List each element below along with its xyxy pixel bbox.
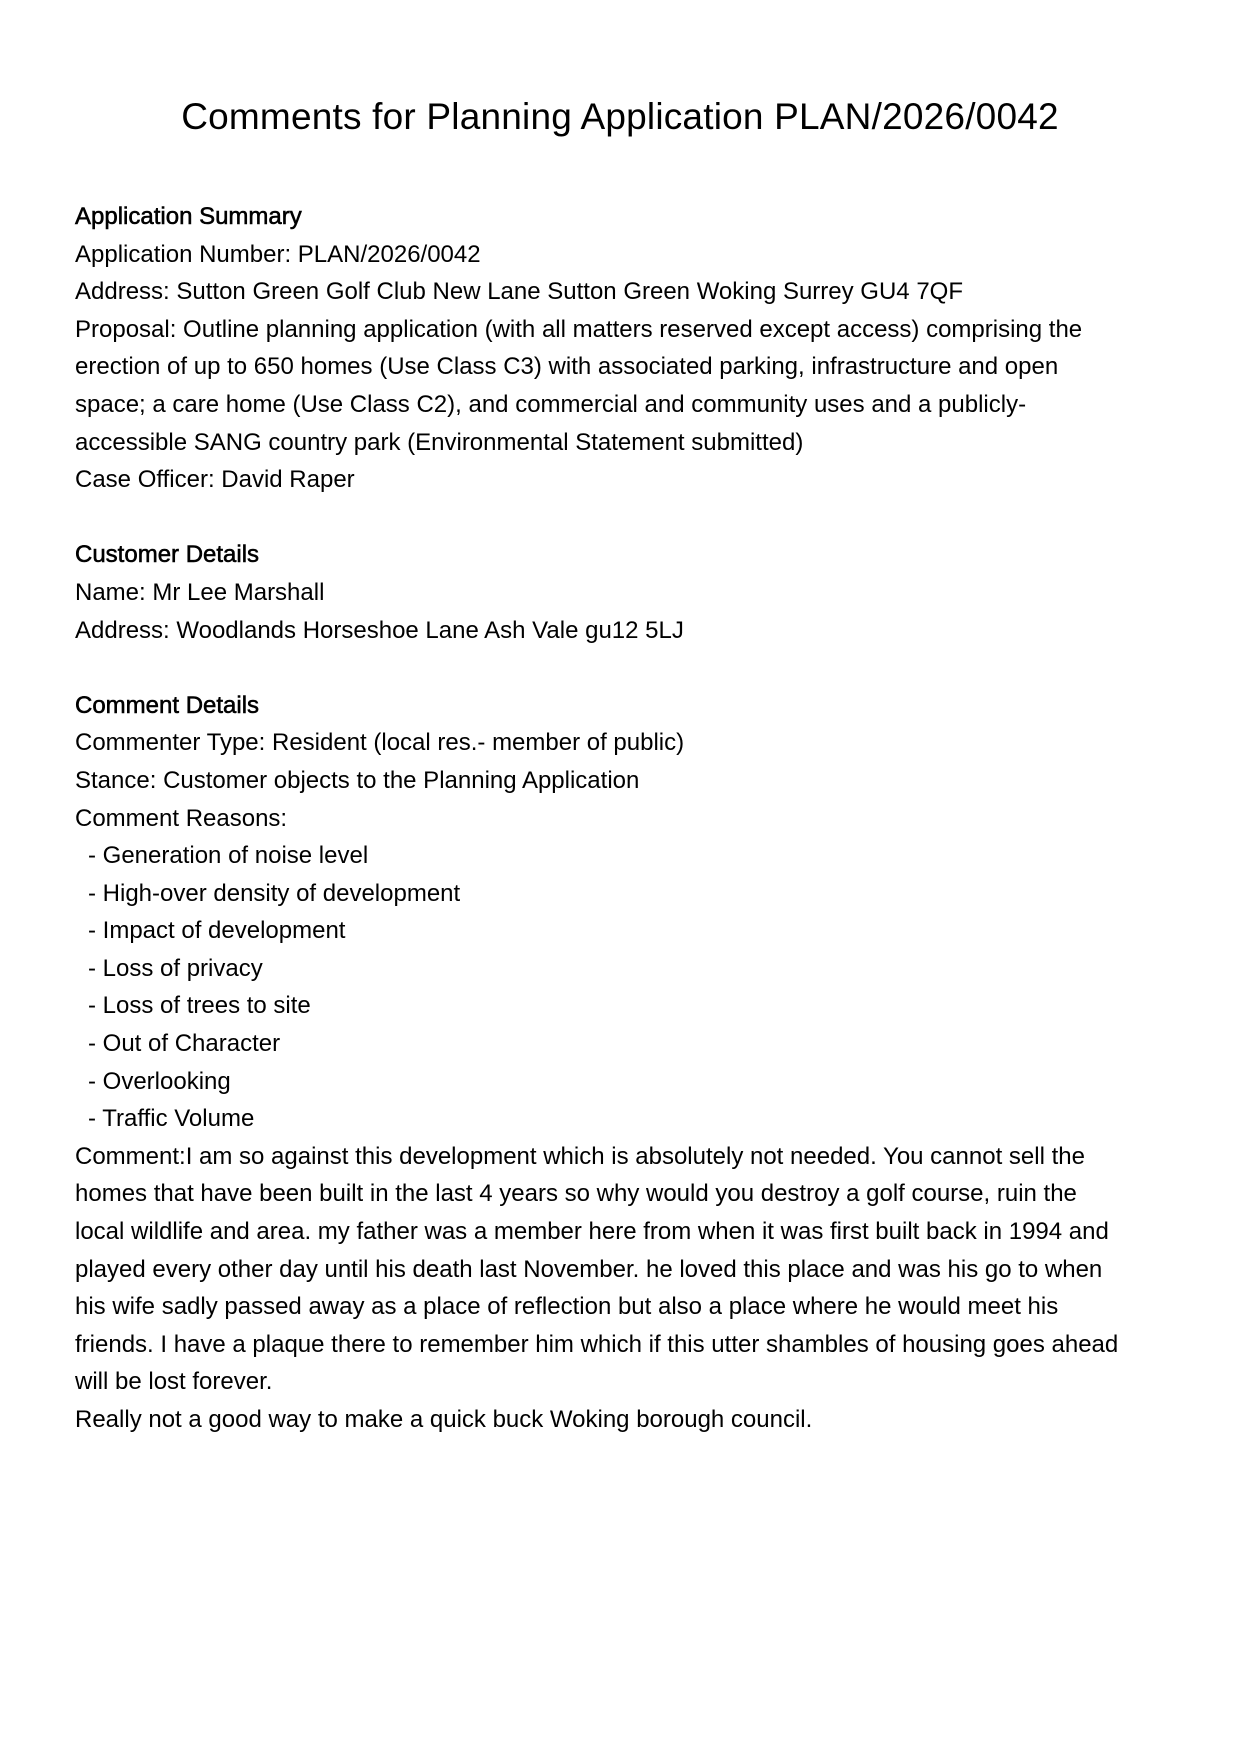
section-spacer [75, 499, 1175, 537]
comment-reason-item: - Traffic Volume [88, 1105, 255, 1133]
comment-reason-item: - Impact of development [88, 917, 346, 945]
comment-reasons-label: Comment Reasons: [75, 804, 288, 832]
proposal-line-1: Proposal: Outline planning application (with all matters reserved except access) comprising the [75, 315, 1083, 343]
commenter-type-label: Commenter Type: [75, 729, 266, 757]
application-address-value: Sutton Green Golf Club New Lane Sutton Green Woking Surrey GU4 7QF [176, 278, 963, 306]
comment-reason-item: - Overlooking [88, 1067, 231, 1095]
customer-details-section [75, 536, 1175, 649]
comment-reason-item: - High-over density of development [88, 879, 461, 907]
application-number-label: Application Number: [75, 240, 292, 268]
commenter-type-value: Resident (local res.- member of public) [271, 729, 685, 757]
customer-address-label: Address: [75, 616, 170, 644]
application-address-label: Address: [75, 278, 170, 306]
comment-line-1: Comment:I am so against this development which is absolutely not needed. You cannot sell the [75, 1142, 1085, 1170]
comment-details-section [75, 687, 1175, 1439]
application-summary-section [75, 198, 1175, 499]
customer-name-label: Name: [75, 578, 146, 606]
commenter-type-line [75, 724, 1175, 762]
application-address-line [75, 273, 1175, 311]
proposal-line-2: erection of up to 650 homes (Use Class C3) with associated parking, infrastructure and open [75, 353, 1059, 381]
case-officer-value: David Raper [221, 466, 355, 494]
comment-reason-item: - Loss of trees to site [88, 992, 311, 1020]
comment-line-6: friends. I have a plaque there to remember him which if this utter shambles of housing goes ahead [75, 1330, 1119, 1358]
section-spacer [75, 649, 1175, 687]
customer-address-line [75, 612, 1175, 650]
stance-label: Stance: [75, 766, 157, 794]
stance-line [75, 762, 1175, 800]
comment-line-2: homes that have been built in the last 4 years so why would you destroy a golf course, ruin the [75, 1180, 1077, 1208]
customer-name-line [75, 574, 1175, 612]
stance-value: Customer objects to the Planning Application [163, 766, 640, 794]
application-number-line [75, 236, 1175, 274]
comment-line-4: played every other day until his death last November. he loved this place and was his go to when [75, 1255, 1103, 1283]
customer-name-value: Mr Lee Marshall [152, 578, 325, 606]
application-number-value: PLAN/2026/0042 [297, 240, 481, 268]
customer-address-value: Woodlands Horseshoe Lane Ash Vale gu12 5LJ [176, 616, 684, 644]
comment-text [75, 1138, 1175, 1439]
case-officer-line [75, 461, 1175, 499]
case-officer-label: Case Officer: [75, 466, 215, 494]
comment-reason-item: - Generation of noise level [88, 842, 369, 870]
application-summary-heading: Application Summary [75, 203, 302, 230]
comment-reason-item: - Loss of privacy [88, 954, 263, 982]
page-title: Comments for Planning Application PLAN/2026/0042 [181, 96, 1059, 137]
document-body [75, 198, 1175, 1439]
proposal-line-4: accessible SANG country park (Environmental Statement submitted) [75, 428, 804, 456]
comment-reasons-list [75, 837, 1175, 1138]
proposal-line-3: space; a care home (Use Class C2), and commercial and community uses and a publicly- [75, 390, 1027, 418]
comment-line-5: his wife sadly passed away as a place of reflection but also a place where he would meet his [75, 1293, 1059, 1321]
comment-line-8: Really not a good way to make a quick buck Woking borough council. [75, 1406, 813, 1433]
comment-details-heading: Comment Details [75, 691, 260, 719]
customer-details-heading: Customer Details [75, 541, 260, 569]
comment-line-7: will be lost forever. [75, 1368, 273, 1396]
comment-line-3: local wildlife and area. my father was a member here from when it was first built back in 1994 and [75, 1218, 1109, 1246]
comment-reason-item: - Out of Character [88, 1030, 281, 1058]
